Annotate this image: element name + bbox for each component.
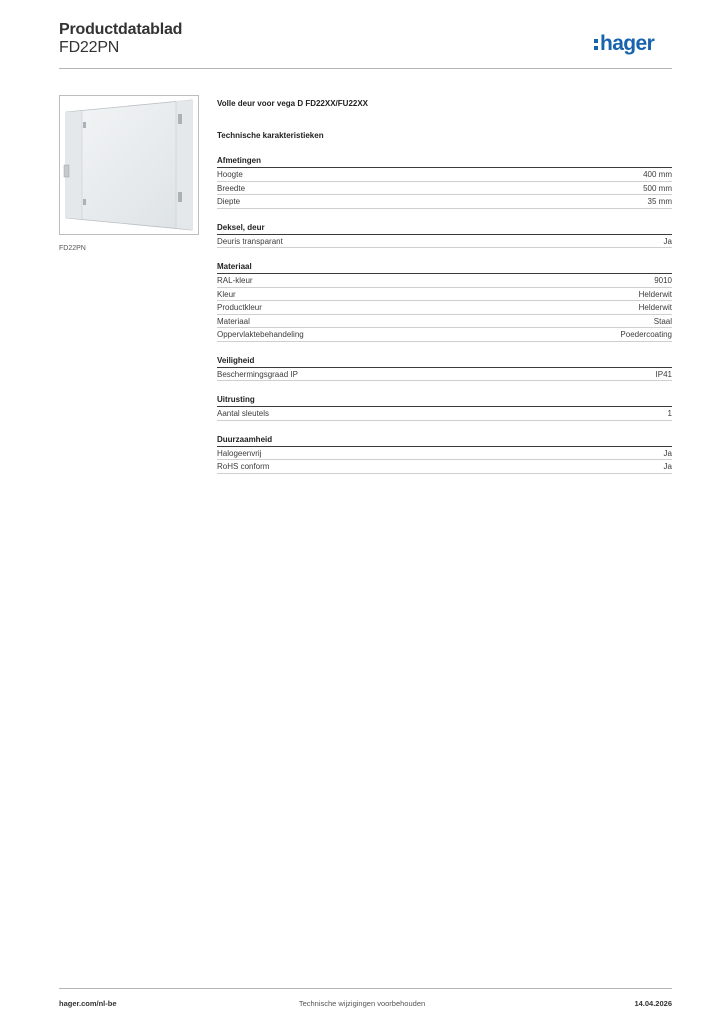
spec-section bbox=[217, 222, 672, 249]
product-title: Volle deur voor vega D FD22XX/FU22XX bbox=[217, 99, 369, 108]
spec-value: Helderwit bbox=[638, 289, 672, 299]
footer-website: hager.com/nl-be bbox=[59, 999, 117, 1008]
spec-row bbox=[217, 328, 672, 342]
spec-row bbox=[217, 195, 672, 209]
spec-label: Deuris transparant bbox=[217, 236, 283, 246]
section-heading: Materiaal bbox=[217, 261, 672, 274]
image-caption: FD22PN bbox=[59, 245, 86, 252]
section-heading: Uitrusting bbox=[217, 394, 672, 407]
product-code: FD22PN bbox=[59, 39, 120, 56]
spec-value: IP41 bbox=[655, 369, 672, 379]
spec-value: 1 bbox=[667, 409, 672, 418]
spec-value: Helderwit bbox=[638, 303, 672, 312]
spec-label: Productkleur bbox=[217, 303, 262, 312]
spec-label: RAL-kleur bbox=[217, 276, 253, 285]
spec-section bbox=[217, 261, 672, 342]
section-heading: Deksel, deur bbox=[217, 222, 672, 235]
spec-content bbox=[217, 98, 672, 474]
spec-value: 35 mm bbox=[647, 197, 672, 206]
spec-value: Poedercoating bbox=[620, 330, 672, 339]
header-divider bbox=[59, 68, 672, 69]
footer-divider bbox=[59, 988, 672, 989]
product-image-frame bbox=[59, 95, 199, 235]
spec-value: Ja bbox=[663, 236, 672, 246]
spec-label: Halogeenvrij bbox=[217, 448, 262, 458]
door-panel-image bbox=[60, 96, 198, 234]
svg-text:hager: hager bbox=[600, 32, 655, 55]
spec-row bbox=[217, 368, 672, 382]
spec-label: Aantal sleutels bbox=[217, 409, 270, 418]
spec-value: 9010 bbox=[654, 276, 672, 285]
spec-row bbox=[217, 168, 672, 182]
section-heading: Afmetingen bbox=[217, 155, 672, 168]
spec-row bbox=[217, 274, 672, 288]
spec-row bbox=[217, 460, 672, 474]
spec-value: 500 mm bbox=[643, 183, 672, 193]
spec-label: Kleur bbox=[217, 289, 236, 299]
spec-row bbox=[217, 235, 672, 249]
spec-section bbox=[217, 155, 672, 209]
spec-label: Beschermingsgraad IP bbox=[217, 369, 298, 379]
spec-row bbox=[217, 301, 672, 315]
spec-value: 400 mm bbox=[643, 170, 672, 179]
spec-value: Ja bbox=[663, 462, 672, 471]
spec-section bbox=[217, 434, 672, 474]
spec-section bbox=[217, 394, 672, 421]
spec-row bbox=[217, 315, 672, 329]
spec-value: Ja bbox=[663, 448, 672, 458]
spec-sections bbox=[217, 155, 672, 474]
spec-row bbox=[217, 288, 672, 302]
footer-date: 14.04.2026 bbox=[634, 999, 672, 1008]
section-heading: Duurzaamheid bbox=[217, 434, 672, 447]
footer-notice: Technische wijzigingen voorbehouden bbox=[298, 999, 426, 1008]
spec-row bbox=[217, 407, 672, 421]
section-heading: Veiligheid bbox=[217, 355, 672, 368]
hager-logo bbox=[594, 29, 674, 59]
spec-label: Materiaal bbox=[217, 316, 250, 326]
spec-row bbox=[217, 447, 672, 461]
spec-row bbox=[217, 182, 672, 196]
spec-label: Breedte bbox=[217, 183, 246, 193]
spec-section bbox=[217, 355, 672, 382]
spec-label: Diepte bbox=[217, 197, 241, 206]
spec-label: Hoogte bbox=[217, 170, 243, 179]
spec-value: Staal bbox=[653, 316, 672, 326]
page-title: Productdatablad bbox=[59, 21, 183, 38]
spec-label: Oppervlaktebehandeling bbox=[217, 330, 304, 339]
tech-title: Technische karakteristieken bbox=[217, 131, 324, 140]
spec-label: RoHS conform bbox=[217, 462, 270, 471]
